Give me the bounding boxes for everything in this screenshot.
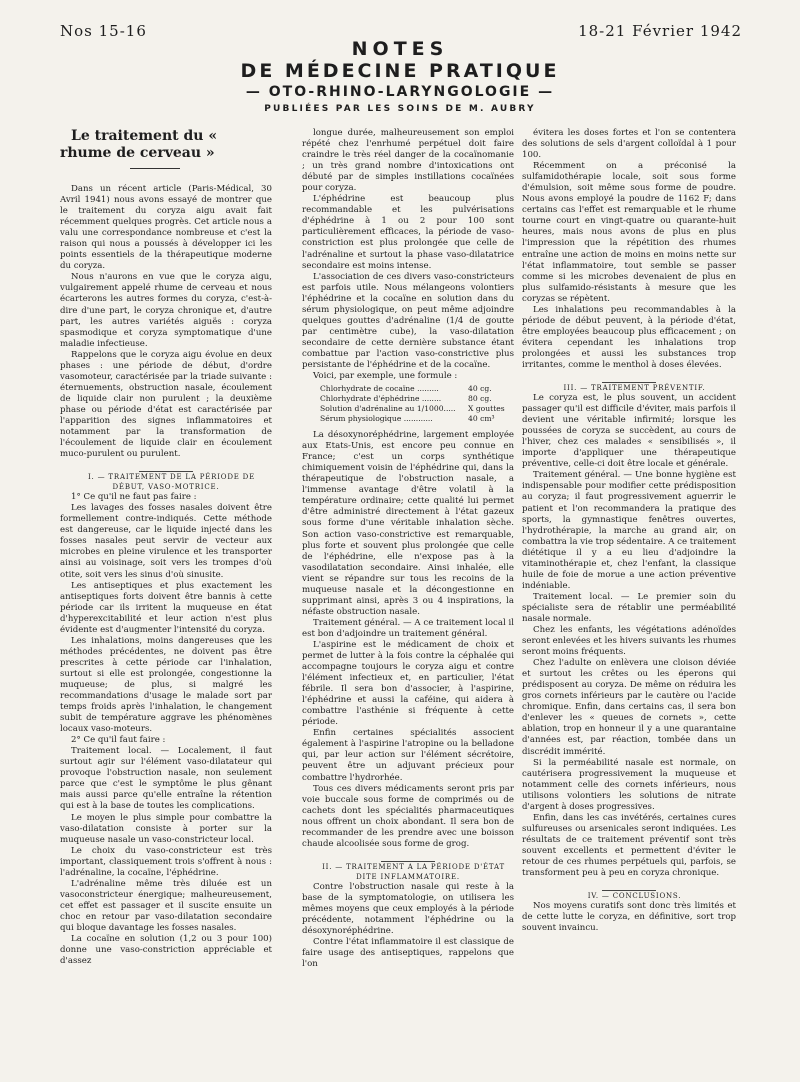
paragraph: Tous ces divers médicaments seront pris par voie buccale sous forme de comprimés ou de cachets dont les spécialités pharmaceutiques nous offrent un choix abondant. Il sera bon de recommander de les prendre avec une boisson chaude alcoolisée sous forme de grog. bbox=[302, 783, 514, 849]
paragraph: Les lavages des fosses nasales doivent être formellement contre-indiqués. Cette méthode est dangereuse, car le liquide injecté dans les fosses nasales peut servir de vecteur aux microbes en pleine virulence et les transporter ainsi au voisinage, soit vers les trompes d'où otite, soit vers les sinus d'où sinusite. bbox=[60, 503, 272, 580]
paragraph: L'aspirine est le médicament de choix et permet de lutter à la fois contre la céphalée qui accompagne toujours le coryza aigu et contre l'élément infectieux et, en particulier, l'état fébrile. Il sera bon d'associer, à l'aspirine, l'éphédrine et aussi la caféine, qui aidera à combattre l'asthénie si fréquente à cette période. bbox=[302, 639, 514, 728]
paragraph: Les inhalations peu recommandables à la période de début peuvent, à la période d'état, être employées beaucoup plus efficacement ; on évitera cependant les inhalations trop prolongées et aussi les substances trop irritantes, comme le menthol à doses élevées. bbox=[522, 304, 736, 370]
paragraph: Traitement général. — A ce traitement local il est bon d'adjoindre un traitement général. bbox=[302, 617, 514, 639]
masthead-line-notes: NOTES bbox=[351, 38, 449, 60]
paragraph: Contre l'obstruction nasale qui reste à la base de la symptomatologie, on utilisera les mêmes moyens que ceux employés à la période précédente, notamment l'éphédrine ou la désoxynoréphédrine. bbox=[302, 881, 514, 937]
formula-ingredient: Sérum physiologique ............ bbox=[320, 414, 433, 424]
conclusion-paragraphs bbox=[522, 901, 736, 934]
formula-ingredient: Chlorhydrate d'éphédrine ........ bbox=[320, 394, 442, 404]
formula-quantity: X gouttes bbox=[468, 404, 505, 414]
paragraph: Récemment on a préconisé la sulfamidothérapie locale, soit sous forme d'émulsion, soit même sous forme de poudre. Nous avons employé la poudre de 1162 F; dans certains cas l'effet est remarquable et le rhume tourne court en vingt-quatre ou quarante-huit heures, mais nous avons de plus en plus l'impression que la répétition des rhumes entraîne une action de moins en moins nette sur l'état inflammatoire, tout semble se passer comme si les microbes devenaient de plus en plus sulfamido-résistants à mesure que les coryzas se répètent. bbox=[522, 161, 736, 304]
paragraph: Le choix du vaso-constricteur est très important, classiquement trois s'offrent à nous : l'adrénaline, la cocaïne, l'éphédrine. bbox=[60, 845, 272, 878]
column-2 bbox=[302, 128, 514, 970]
paragraph: Traitement local. — Localement, il faut surtout agir sur l'élément vaso-dilatateur qui provoque l'obstruction nasale, non seulement parce que c'est le symptôme le plus gênant mais aussi parce qu'elle entraîne la rétention qui est à la base de toutes les complications. bbox=[60, 746, 272, 812]
formula-quantity: 80 cg. bbox=[468, 394, 492, 404]
paragraph: Enfin, dans les cas invétérés, certaines cures sulfureuses ou arsenicales seront indiquées. Les résultats de ce traitement préventif sont très souvent excellents et permettent d'éviter le retour de ces rhumes perpétuels qui, parfois, se transforment peu à peu en coryza chronique. bbox=[522, 812, 736, 879]
section-heading-3: III. — TRAITEMENT PRÉVENTIF. bbox=[563, 384, 706, 393]
paragraph: longue durée, malheureusement son emploi répété chez l'enrhumé perpétuel doit faire craindre le très réel danger de la cocaïnomanie ; un très grand nombre d'intoxications ont débuté par de simples instillations cocaïnées pour coryza. bbox=[302, 128, 514, 194]
paragraph: Les inhalations, moins dangereuses que les méthodes précédentes, ne doivent pas être prescrites à cette période car l'inhalation, surtout si elle est prolongée, congestionne la muqueuse; de plus, si malgré les recommandations d'usage le malade sort par temps froids après l'inhalation, le changement subit de température aggrave les phénomènes locaux vaso-moteurs. bbox=[60, 635, 272, 735]
paragraph: Enfin certaines spécialités associent également à l'aspirine l'atropine ou la belladone qui, par leur action sur l'élément sécrétoire, peuvent être un adjuvant précieux pour combattre l'hydrorhée. bbox=[302, 728, 514, 783]
paragraph: La désoxynoréphédrine, largement employée aux Etats-Unis, est encore peu connue en France; c'est un corps synthétique chimiquement voisin de l'éphédrine qui, dans la thérapeutique de l'obstruction nasale, a l'immense avantage d'être volatil à la température ordinaire; cette qualité lui permet d'être administré directement à l'état gazeux sous forme d'une véritable inhalation sèche. Son action vaso-constrictive est remarquable, plus forte et souvent plus prolongée que celle de l'éphédrine, elle n'expose pas à la vasodilatation secondaire. Ainsi inhalée, elle vient se répandre sur tous les recoins de la muqueuse nasale et la décongestionne en supprimant ainsi, après 3 ou 4 inspirations, la néfaste obstruction nasale. bbox=[302, 430, 514, 617]
formula-row bbox=[320, 404, 514, 414]
section-heading-2: II. — TRAITEMENT A LA PÉRIODE D'ÉTAT DITE INFLAMMATOIRE. bbox=[322, 862, 505, 881]
paragraph: Voici, par exemple, une formule : bbox=[313, 371, 458, 382]
formula-ingredient: Chlorhydrate de cocaïne ......... bbox=[320, 384, 439, 394]
column-2b-paragraphs bbox=[302, 430, 514, 850]
paragraph: L'association de ces divers vaso-constricteurs est parfois utile. Nous mélangeons volontiers l'éphédrine et la cocaïne en solution dans du sérum physiologique, on peut même adjoindre quelques gouttes d'adrénaline (1/4 de goutte par centimètre cube), la vaso-dilatation secondaire de cette dernière substance étant combattue par l'action vaso-constrictive plus persistante de l'éphédrine et de la cocaïne. bbox=[302, 271, 514, 370]
issue-date: 18-21 Février 1942 bbox=[578, 22, 742, 40]
section-heading-4: IV. — CONCLUSIONS. bbox=[587, 892, 682, 901]
paragraph: L'éphédrine est beaucoup plus recommandable et les pulvérisations d'éphédrine à 1 ou 2 pour 100 sont particulièrement efficaces, la période de vaso-constriction est plus prolongée que celle de l'adrénaline et surtout la phase vaso-dilatatrice secondaire est moins intense. bbox=[302, 194, 514, 271]
section-heading-1: I. — TRAITEMENT DE LA PÉRIODE DE DÉBUT, VASO-MOTRICE. bbox=[87, 473, 255, 492]
paragraph: 2° Ce qu'il faut faire : bbox=[71, 735, 166, 746]
paragraph: Rappelons que le coryza aigu évolue en deux phases : une période de début, d'ordre vasomoteur, caractérisée par la triade suivante : éternuements, obstruction nasale, écoulement de liquide clair non purulent ; la deuxième phase ou période d'état est caractérisée par l'apparition des signes inflammatoires et notamment par la transformation de l'écoulement de liquide clair en écoulement muco-purulent ou purulent. bbox=[60, 349, 272, 460]
paragraph: Nos moyens curatifs sont donc très limités et de cette lutte le coryza, en définitive, sort trop souvent invaincu. bbox=[522, 901, 736, 934]
section-2-paragraphs bbox=[302, 882, 514, 970]
column-1 bbox=[60, 128, 272, 967]
masthead-line-specialty: — OTO-RHINO-LARYNGOLOGIE — bbox=[245, 84, 555, 100]
masthead-line-editor: PUBLIÉES PAR LES SOINS DE M. AUBRY bbox=[264, 104, 536, 114]
formula-row bbox=[320, 394, 514, 404]
paragraph: Traitement local. — Le premier soin du spécialiste sera de rétablir une perméabilité nasale normale. bbox=[522, 591, 736, 624]
section-3-paragraphs bbox=[522, 393, 736, 879]
paragraph: 1° Ce qu'il ne faut pas faire : bbox=[71, 492, 197, 503]
formula-ingredient: Solution d'adrénaline au 1/1000..... bbox=[320, 404, 456, 414]
paragraph: Chez les enfants, les végétations adénoïdes seront enlevées et les hivers suivants les rhumes seront moins fréquents. bbox=[522, 625, 736, 658]
column-2-paragraphs bbox=[302, 128, 514, 382]
masthead-line-medecine: DE MÉDECINE PRATIQUE bbox=[240, 60, 560, 82]
article-title: Le traitement du « rhume de cerveau » bbox=[60, 128, 218, 161]
paragraph: Les antiseptiques et plus exactement les antiseptiques forts doivent être bannis à cette période car ils irritent la muqueuse en état d'hyperexcitabilité et leur action n'est plus évidente est d'augmenter l'intensité du coryza. bbox=[60, 580, 272, 635]
formula-table bbox=[320, 384, 514, 424]
masthead bbox=[0, 38, 800, 116]
column-3 bbox=[522, 128, 736, 934]
paragraph: La cocaïne en solution (1,2 ou 3 pour 100) donne une vaso-constriction appréciable et d'assez bbox=[60, 934, 272, 967]
paragraph: L'adrénaline même très diluée est un vasoconstricteur énergique; malheureusement, cet effet est passager et il suscite ensuite un choc en retour par vaso-dilatation secondaire qui bloque davantage les fosses nasales. bbox=[60, 878, 272, 933]
paragraph: évitera les doses fortes et l'on se contentera des solutions de sels d'argent colloïdal à 1 pour 100. bbox=[522, 128, 736, 161]
paragraph: Le moyen le plus simple pour combattre la vaso-dilatation consiste à porter sur la muqueuse nasale un vaso-constricteur local. bbox=[60, 812, 272, 845]
paragraph: Dans un récent article (Paris-Médical, 30 Avril 1941) nous avons essayé de montrer que le traitement du coryza aigu avait fait récemment quelques progrès. Cet article nous a valu une correspondance nombreuse et c'est la raison qui nous a poussés à développer ici les points essentiels de la thérapeutique moderne du coryza. bbox=[60, 184, 272, 272]
issue-number: Nos 15-16 bbox=[60, 22, 147, 40]
paragraph: Contre l'état inflammatoire il est classique de faire usage des antiseptiques, rappelons que l'on bbox=[302, 937, 514, 970]
formula-row bbox=[320, 384, 514, 394]
formula-quantity: 40 cg. bbox=[468, 384, 492, 394]
paragraph: Nous n'aurons en vue que le coryza aigu, vulgairement appelé rhume de cerveau et nous écarterons les autres formes du coryza, c'est-à-dire d'une part, le coryza chronique et, d'autre part, les autres variétés aiguës : coryza spasmodique et coryza symptomatique d'une maladie infectieuse. bbox=[60, 272, 272, 349]
paragraph: Le coryza est, le plus souvent, un accident passager qu'il est difficile d'éviter, mais parfois il devient une véritable infirmité; lorsque les poussées de coryza se succèdent, au cours de l'hiver, chez ces malades « sensibilisés », il importe d'appliquer une thérapeutique préventive, celle-ci doit être locale et générale. bbox=[522, 393, 736, 470]
title-divider bbox=[130, 168, 180, 169]
paragraph: Si la perméabilité nasale est normale, on cautérisera progressivement la muqueuse et notamment celle des cornets inférieurs, nous utilisons volontiers les solutions de nitrate d'argent à doses progressives. bbox=[522, 757, 736, 812]
paragraph: Traitement général. — Une bonne hygiène est indispensable pour modifier cette prédisposition au coryza; il faut progressivement aguerrir le patient et l'on recommandera la pratique des sports, la gymnastique fenêtres ouvertes, l'hydrothérapie, la marche au grand air, on combattra la vie trop sédentaire. A ce traitement diététique il y a eu lieu d'adjoindre la vitaminothérapie et, chez l'enfant, la classique huile de foie de morue a une action préventive indéniable. bbox=[522, 470, 736, 591]
column-3-paragraphs bbox=[522, 128, 736, 371]
intro-paragraphs bbox=[60, 184, 272, 460]
formula-quantity: 40 cm³ bbox=[468, 414, 495, 424]
formula-row bbox=[320, 414, 514, 424]
section-1-paragraphs bbox=[60, 492, 272, 967]
paragraph: Chez l'adulte on enlèvera une cloison déviée et surtout les crêtes ou les éperons qui prédisposent au coryza. De même on réduira les gros cornets inférieurs par le cautère ou l'acide chromique. Enfin, dans certains cas, il sera bon d'enlever les « queues de cornets », cette ablation, trop en honneur il y a une quarantaine d'années est, par réaction, tombée dans un discrédit immérité. bbox=[522, 658, 736, 757]
